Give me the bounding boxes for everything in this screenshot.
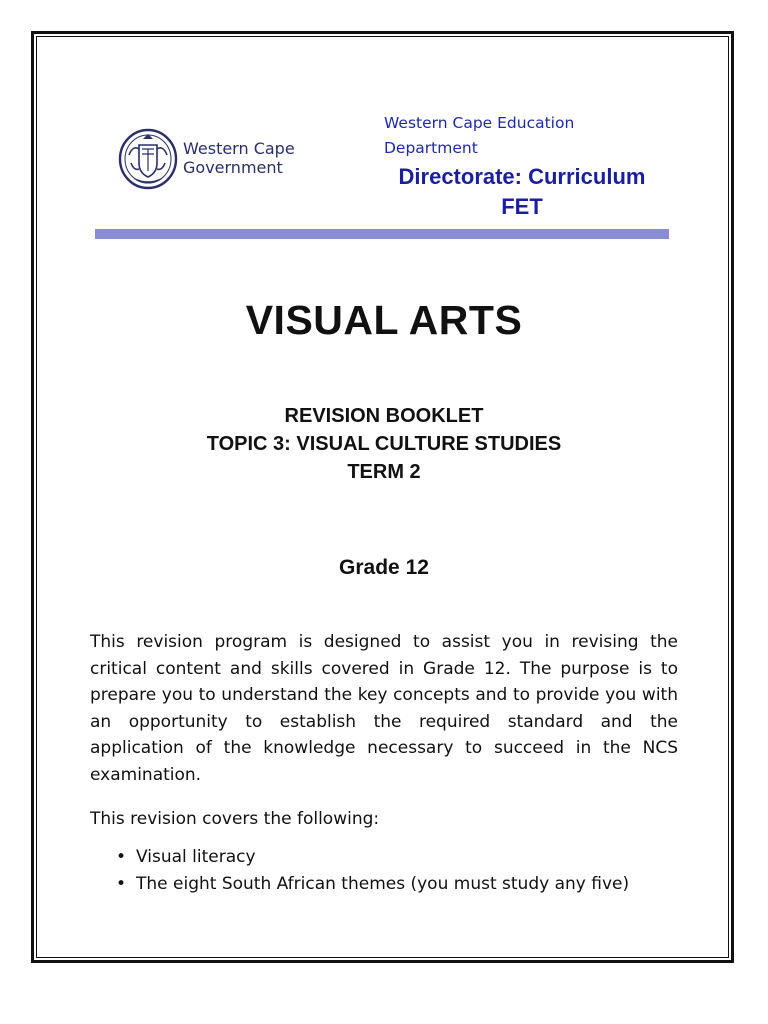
- department-name: [384, 111, 574, 161]
- list-item: [92, 871, 692, 898]
- document-subtitle: [0, 402, 768, 486]
- subtitle-line-2: TOPIC 3: VISUAL CULTURE STUDIES: [206, 433, 562, 455]
- covers-label: This revision covers the following:: [90, 809, 380, 829]
- grade-heading: Grade 12: [339, 556, 429, 579]
- bullet-icon: •: [116, 874, 127, 894]
- bullet-icon: •: [116, 847, 127, 867]
- header-divider-bar: [95, 229, 669, 239]
- logo-line-2: Government: [183, 158, 283, 177]
- document-title: VISUAL ARTS: [245, 297, 523, 343]
- list-item: [92, 844, 692, 871]
- intro-paragraph: This revision program is designed to assist you in revising the critical content and skills covered in Grade 12. The purpose is to prepare you to understand the key concepts and to provide you with an opportunity to establish the required standard and the application of the knowledge necessary to succeed in the NCS examination.: [90, 632, 678, 785]
- topic-list: [92, 844, 692, 898]
- list-item-text: Visual literacy: [136, 847, 256, 867]
- list-item-text: The eight South African themes (you must study any five): [136, 874, 630, 894]
- department-line-2: Department: [384, 139, 478, 157]
- logo-wordmark: [183, 139, 295, 177]
- subtitle-line-1: REVISION BOOKLET: [284, 405, 484, 427]
- subtitle-line-3: TERM 2: [347, 461, 421, 483]
- logo-line-1: Western Cape: [183, 139, 295, 158]
- directorate-line-1: Directorate: Curriculum: [398, 164, 646, 189]
- western-cape-government-logo: [117, 127, 317, 191]
- department-line-1: Western Cape Education: [384, 114, 575, 132]
- directorate-heading: [372, 162, 672, 222]
- coat-of-arms-icon: [117, 127, 179, 191]
- directorate-line-2: FET: [501, 194, 543, 219]
